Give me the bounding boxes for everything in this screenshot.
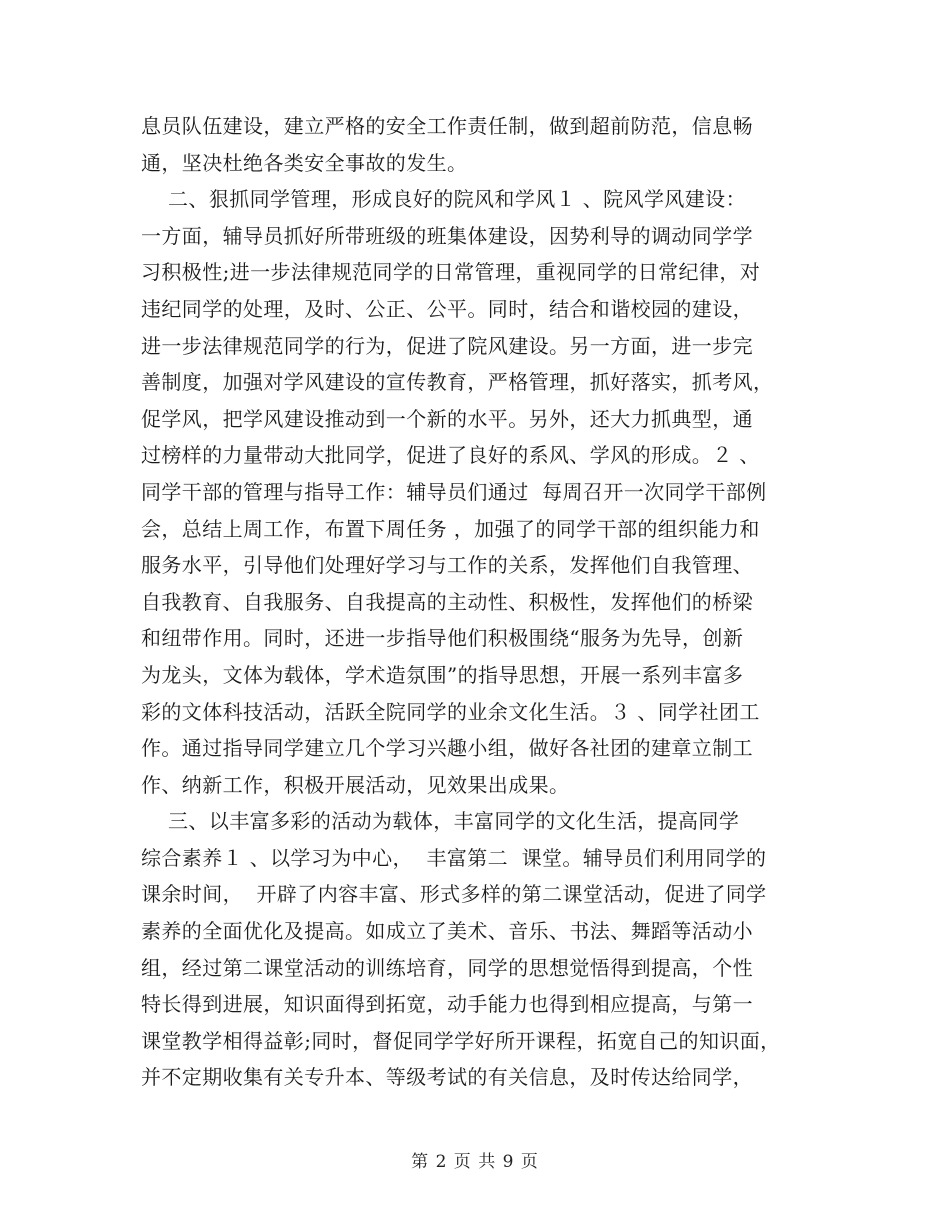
text-line: 通，坚决杜绝各类安全事故的发生。	[141, 150, 468, 175]
text-line: 善制度，加强对学风建设的宣传教育，严格管理，抓好落实，抓考风，	[141, 370, 774, 395]
text-line: 为龙头，文体为载体，学术造氛围”的指导思想，开展一系列丰富多	[141, 662, 744, 687]
text-line: 同学干部的管理与指导工作：辅导员们通过 每周召开一次同学干部例	[141, 479, 767, 504]
text-line: 和纽带作用。同时，还进一步指导他们积极围绕“服务为先导，创新	[141, 626, 744, 651]
text-line: 自我教育、自我服务、自我提高的主动性、积极性，发挥他们的桥梁	[141, 589, 753, 614]
text-line: 特长得到进展，知识面得到拓宽，动手能力也得到相应提高，与第一	[141, 992, 753, 1017]
text-line: 课堂教学相得益彰;同时，督促同学学好所开课程，拓宽自己的知识面，	[141, 1028, 781, 1053]
text-line: 并不定期收集有关专升本、等级考试的有关信息，及时传达给同学，	[141, 1065, 753, 1090]
text-line: 进一步法律规范同学的行为，促进了院风建设。另一方面，进一步完	[141, 333, 753, 358]
text-line: 课余时间， 开辟了内容丰富、形式多样的第二课堂活动，促进了同学	[141, 882, 767, 907]
text-line: 一方面，辅导员抓好所带班级的班集体建设，因势利导的调动同学学	[141, 223, 753, 248]
text-line: 过榜样的力量带动大批同学，促进了良好的系风、学风的形成。２ 、	[141, 443, 760, 468]
text-line: 促学风，把学风建设推动到一个新的水平。另外，还大力抓典型，通	[141, 406, 753, 431]
text-line: 作。通过指导同学建立几个学习兴趣小组，做好各社团的建章立制工	[141, 736, 753, 761]
document-body	[141, 108, 821, 1096]
text-line: 三、以丰富多彩的活动为载体，丰富同学的文化生活，提高同学	[141, 809, 740, 834]
text-line: 素养的全面优化及提高。如成立了美术、音乐、书法、舞蹈等活动小	[141, 919, 753, 944]
text-line: 二、狠抓同学管理，形成良好的院风和学风１ 、院风学风建设：	[141, 187, 746, 212]
page-number-footer: 第 2 页 共 9 页	[411, 1152, 539, 1172]
text-line: 综合素养１ 、以学习为中心， 丰富第二 课堂。辅导员们利用同学的	[141, 845, 767, 870]
text-line: 作、纳新工作，积极开展活动，见效果出成果。	[141, 772, 570, 797]
text-line: 违纪同学的处理，及时、公正、公平。同时，结合和谐校园的建设，	[141, 296, 753, 321]
text-line: 会，总结上周工作，布置下周任务 ，加强了的同学干部的组织能力和	[141, 516, 760, 541]
text-line: 息员队伍建设，建立严格的安全工作责任制，做到超前防范，信息畅	[141, 114, 753, 138]
text-line: 彩的文体科技活动，活跃全院同学的业余文化生活。３ 、同学社团工	[141, 699, 760, 724]
text-line: 组，经过第二课堂活动的训练培育，同学的思想觉悟得到提高，个性	[141, 955, 753, 980]
text-line: 服务水平，引导他们处理好学习与工作的关系，发挥他们自我管理、	[141, 553, 753, 578]
text-line: 习积极性;进一步法律规范同学的日常管理，重视同学的日常纪律，对	[141, 260, 761, 285]
